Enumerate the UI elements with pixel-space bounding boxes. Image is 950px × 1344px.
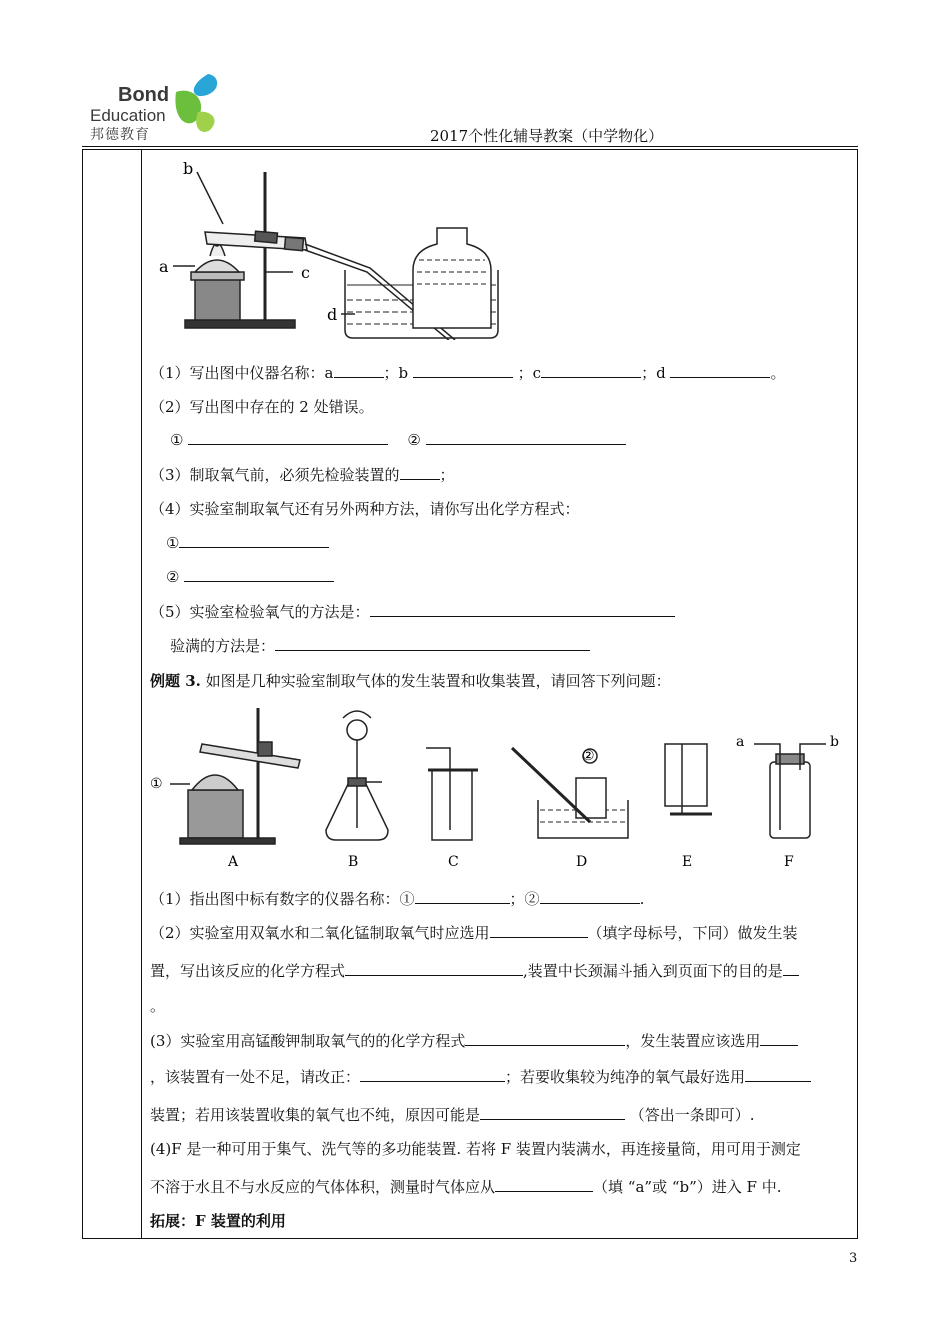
q2-line-5 <box>150 1030 798 1051</box>
q1-text: （3）制取氧气前，必须先检验装置的 <box>150 466 400 484</box>
q2-text: . <box>639 890 645 908</box>
q1-text: ② <box>407 431 421 449</box>
q2-text: ，该装置有一处不足，请改正： <box>150 1068 361 1086</box>
q1-text: ① <box>170 431 184 449</box>
answer-blank[interactable] <box>495 1177 593 1192</box>
answer-blank[interactable] <box>184 567 334 582</box>
q1-text: 。 <box>770 364 786 382</box>
q1-line-7 <box>166 567 334 586</box>
q1-line-9 <box>170 635 590 656</box>
q1-line-3 <box>170 430 626 449</box>
q2-line-8: (4)F 是一种可用于集气、洗气等的多功能装置. 若将 F 装置内装满水，再连接量筒，用可用于测定 <box>150 1140 801 1158</box>
q2-text: ；若要收集较为纯净的氧气最好选用 <box>505 1068 746 1086</box>
oxygen-apparatus-diagram <box>155 160 515 340</box>
q2-text: ；② <box>509 890 540 908</box>
q1-text: 验满的方法是： <box>170 637 276 655</box>
header-title: 2017个性化辅导教案（中学物化） <box>430 127 664 145</box>
q1-line-2: （2）写出图中存在的 2 处错误。 <box>150 398 374 416</box>
q1-line-1 <box>150 362 785 383</box>
q1-text: ① <box>166 534 180 552</box>
bond-education-logo <box>86 72 226 144</box>
logo-text-bond: Bond <box>118 84 170 106</box>
answer-blank[interactable] <box>415 889 510 904</box>
answer-blank[interactable] <box>490 923 588 938</box>
q2-line-7 <box>150 1104 755 1125</box>
label-a: a <box>159 257 169 276</box>
answer-blank[interactable] <box>465 1031 625 1046</box>
q2-text: （1）指出图中标有数字的仪器名称：① <box>150 890 415 908</box>
q2-text: (3）实验室用高锰酸钾制取氧气的的化学方程式 <box>150 1032 466 1050</box>
letter-e: E <box>682 854 693 870</box>
answer-blank[interactable] <box>426 430 626 445</box>
gas-apparatus-diagram <box>150 700 840 870</box>
example-3-heading <box>150 670 671 691</box>
q2-line-1 <box>150 888 644 909</box>
answer-blank[interactable] <box>179 533 329 548</box>
q2-text: 置，写出该反应的化学方程式 <box>150 962 346 980</box>
answer-blank[interactable] <box>783 961 799 976</box>
q1-text: （1）写出图中仪器名称：a <box>150 364 334 382</box>
q1-text: ；d <box>641 364 666 382</box>
letter-b: B <box>348 854 359 870</box>
q1-line-4 <box>150 464 455 485</box>
q1-line-8 <box>150 601 675 622</box>
answer-blank[interactable] <box>540 889 640 904</box>
answer-blank[interactable] <box>188 430 388 445</box>
example-text: 如图是几种实验室制取气体的发生装置和收集装置，请回答下列问题： <box>205 672 671 690</box>
extension-heading: 拓展：F 装置的利用 <box>150 1212 286 1230</box>
port-b-label: b <box>830 734 839 750</box>
letter-a: A <box>228 854 239 870</box>
answer-blank[interactable] <box>670 363 770 378</box>
leaf-logo-icon <box>168 72 224 134</box>
label-b: b <box>183 160 194 178</box>
answer-blank[interactable] <box>370 602 675 617</box>
q1-line-6 <box>166 533 329 552</box>
logo-text-chinese: 邦德教育 <box>90 127 150 143</box>
q2-line-2 <box>150 922 798 943</box>
mark-1: ① <box>150 776 163 792</box>
header-rule <box>82 146 858 147</box>
answer-blank[interactable] <box>360 1067 505 1082</box>
answer-blank[interactable] <box>480 1105 625 1120</box>
answer-blank[interactable] <box>400 465 440 480</box>
q2-text: 装置；若用该装置收集的氧气也不纯，原因可能是 <box>150 1106 481 1124</box>
label-c: c <box>301 263 310 282</box>
answer-blank[interactable] <box>275 636 590 651</box>
answer-blank[interactable] <box>334 363 384 378</box>
q1-text: ；b <box>383 364 409 382</box>
q2-line-3 <box>150 960 799 981</box>
q2-text: （答出一条即可）. <box>629 1106 755 1124</box>
letter-d: D <box>576 854 588 870</box>
answer-blank[interactable] <box>760 1031 798 1046</box>
q2-line-6 <box>150 1066 811 1087</box>
q1-text: ；c <box>517 364 542 382</box>
q2-text: （2）实验室用双氧水和二氧化锰制取氧气时应选用 <box>150 924 490 942</box>
q2-text: ，发生装置应该选用 <box>625 1032 761 1050</box>
example-label: 例题 3. <box>150 672 201 690</box>
answer-blank[interactable] <box>345 961 523 976</box>
q2-line-4: 。 <box>150 997 166 1015</box>
label-d: d <box>327 305 338 324</box>
q2-text: ,装置中长颈漏斗插入到页面下的目的是 <box>523 962 783 980</box>
page-number: 3 <box>849 1251 858 1266</box>
q1-text: ； <box>439 466 455 484</box>
answer-blank[interactable] <box>745 1067 811 1082</box>
logo-text-education: Education <box>90 106 166 125</box>
letter-c: C <box>448 854 459 870</box>
q2-text: 不溶于水且不与水反应的气体体积，测量时气体应从 <box>150 1178 496 1196</box>
q1-line-5: （4）实验室制取氧气还有另外两种方法，请你写出化学方程式： <box>150 500 580 518</box>
q2-text: （填 “a”或 “b”）进入 F 中. <box>593 1178 782 1196</box>
q1-text: （5）实验室检验氧气的方法是： <box>150 603 370 621</box>
letter-f: F <box>784 854 794 870</box>
mark-2: ② <box>582 748 595 764</box>
q2-text: （填字母标号，下同）做发生装 <box>587 924 798 942</box>
table-left-column-divider <box>141 150 142 1238</box>
q1-text: ② <box>166 568 180 586</box>
port-a-label: a <box>736 734 745 750</box>
answer-blank[interactable] <box>413 363 513 378</box>
q2-line-9 <box>150 1176 781 1197</box>
answer-blank[interactable] <box>541 363 641 378</box>
